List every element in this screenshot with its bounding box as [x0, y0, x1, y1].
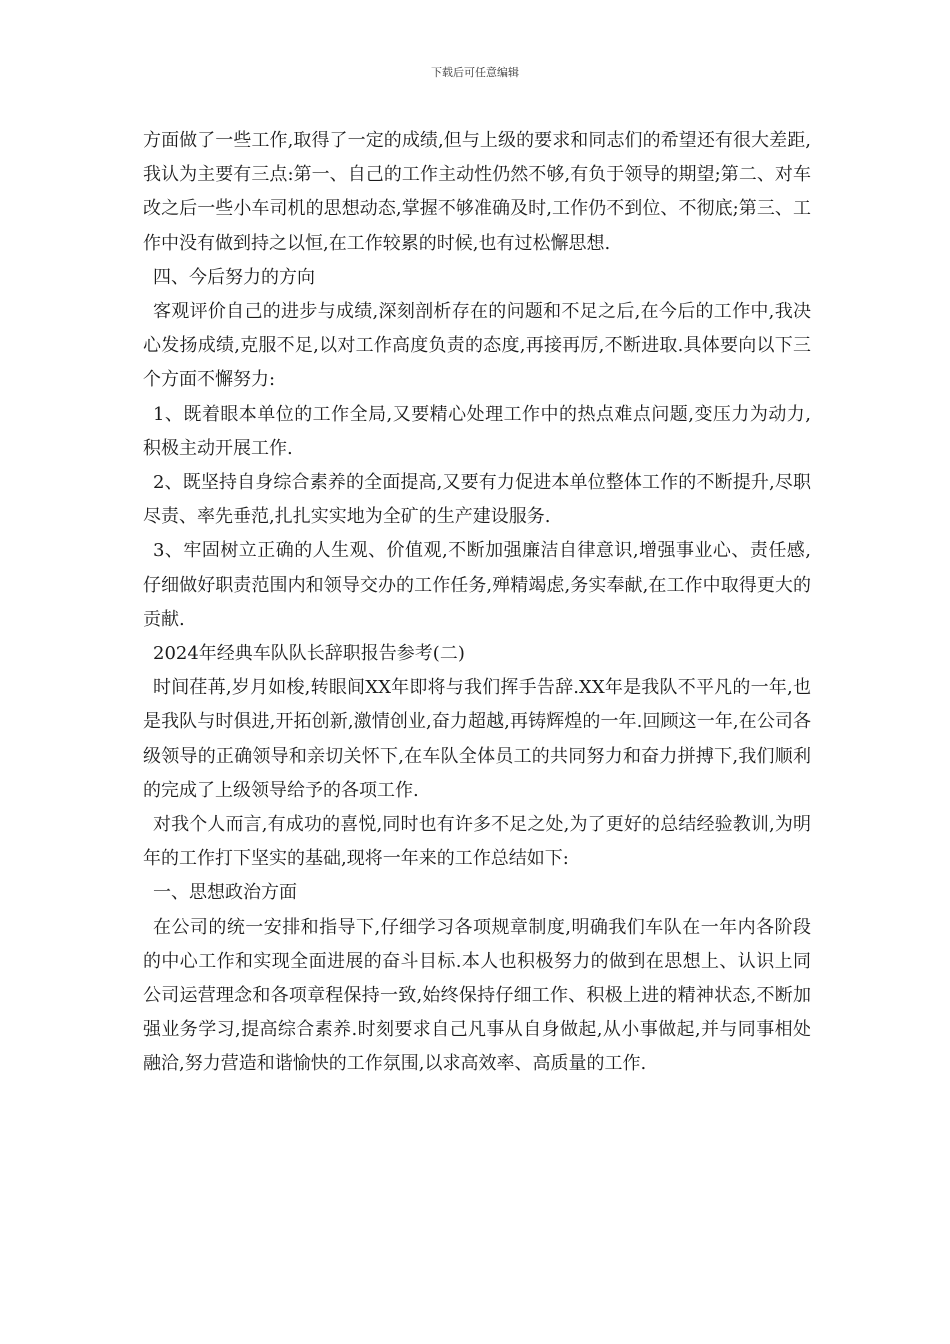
section-heading-ideology: 一、思想政治方面 [153, 882, 297, 904]
list-item-3: 3、牢固树立正确的人生观、价值观,不断加强廉洁自律意识,增强事业心、责任感,仔细做好职责范围内和领导交办的工作任务,殚精竭虑,务实奉献,在工作中取得更大的贡献. [143, 540, 811, 630]
paragraph-ideology: 在公司的统一安排和指导下,仔细学习各项规章制度,明确我们车队在一年内各阶段的中心工作和实现全面进展的奋斗目标.本人也积极努力的做到在思想上、认识上同公司运营理念和各项章程保持一致,始终保持仔细工作、积极上进的精神状态,不断加强业务学习,提高综合素养.时刻要求自己凡事从自身做起,从小事做起,并与同事相处融洽,努力营造和谐愉快的工作氛围,以求高效率、高质量的工作. [143, 916, 811, 1075]
paragraph-continuation: 方面做了一些工作,取得了一定的成绩,但与上级的要求和同志们的希望还有很大差距,我认为主要有三点:第一、自己的工作主动性仍然不够,有负于领导的期望;第二、对车改之后一些小车司机的思想动态,掌握不够准确及时,工作仍不到位、不彻底;第三、工作中没有做到持之以恒,在工作较累的时候,也有过松懈思想. [143, 130, 811, 254]
paragraph-year-review: 时间荏苒,岁月如梭,转眼间XX年即将与我们挥手告辞.XX年是我队不平凡的一年,也是我队与时俱进,开拓创新,激情创业,奋力超越,再铸辉煌的一年.回顾这一年,在公司各级领导的正确领导和亲切关怀下,在车队全体员工的共同努力和奋力拼搏下,我们顺利的完成了上级领导给予的各项工作. [143, 677, 811, 801]
document-body [143, 124, 811, 1082]
document-subtitle: 2024年经典车队队长辞职报告参考(二) [153, 643, 465, 665]
list-item-2: 2、既坚持自身综合素养的全面提高,又要有力促进本单位整体工作的不断提升,尽职尽责、率先垂范,扎扎实实地为全矿的生产建设服务. [143, 472, 811, 528]
paragraph-self-evaluation: 客观评价自己的进步与成绩,深刻剖析存在的问题和不足之后,在今后的工作中,我决心发扬成绩,克服不足,以对工作高度负责的态度,再接再厉,不断进取.具体要向以下三个方面不懈努力: [143, 301, 811, 391]
list-item-1: 1、既着眼本单位的工作全局,又要精心处理工作中的热点难点问题,变压力为动力,积极主动开展工作. [143, 403, 811, 459]
page-header: 下载后可任意编辑 [431, 66, 519, 79]
paragraph-personal-summary: 对我个人而言,有成功的喜悦,同时也有许多不足之处,为了更好的总结经验教训,为明年的工作打下坚实的基础,现将一年来的工作总结如下: [143, 814, 811, 870]
section-heading-future-direction: 四、今后努力的方向 [153, 266, 315, 288]
